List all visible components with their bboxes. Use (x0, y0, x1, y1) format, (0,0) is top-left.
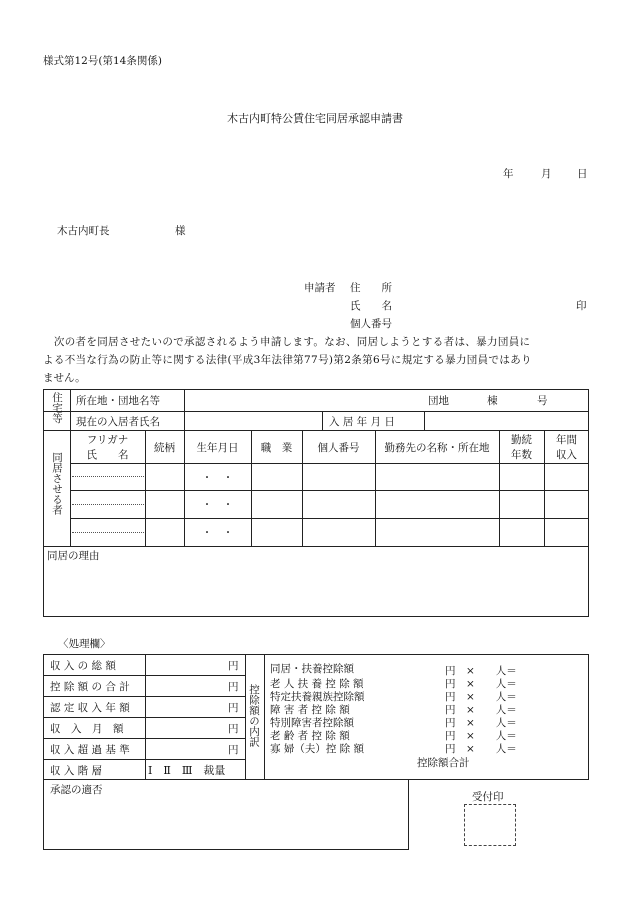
movein-field[interactable] (426, 413, 586, 429)
deduction-name-4: 障 害 者 控 除 額 (270, 704, 350, 716)
reason-label: 同居の理由 (47, 550, 100, 562)
page-title: 木古内町特公賃住宅同居承認申請書 (227, 112, 403, 125)
form-number: 様式第12号(第14条関係) (43, 55, 162, 67)
processing-label: 〈処理欄〉 (58, 638, 111, 650)
breakdown-label: 控除額の内訳 (248, 684, 260, 747)
deduction-calc-5: 円 × 人＝ (445, 717, 517, 729)
deduction-name-2: 老 人 扶 養 控 除 額 (270, 678, 364, 690)
addressee-honorific: 様 (175, 225, 186, 237)
income-header-2: 収入 (556, 449, 577, 461)
birth-dots-row-2: ・ ・ (201, 499, 234, 511)
deduction-name-6: 老 齢 者 控 除 額 (270, 730, 350, 742)
date-day: 日 (577, 168, 588, 180)
deduction-sum-unit: 円 (228, 681, 239, 693)
date-month: 月 (541, 168, 552, 180)
addressee-name: 木古内町長 (57, 225, 110, 237)
relation-header: 続柄 (154, 442, 175, 454)
total-income-label: 収 入 の 総 額 (50, 660, 116, 672)
deduction-calc-4: 円 × 人＝ (445, 704, 517, 716)
deduction-calc-2: 円 × 人＝ (445, 678, 517, 690)
birth-header: 生年月日 (196, 442, 239, 454)
deduction-total-label: 控除額合計 (417, 757, 470, 769)
location-label: 所在地・団地名等 (76, 395, 160, 407)
cohabitant-side-label: 同居させる者 (51, 452, 63, 515)
body-line-3: ません。 (43, 372, 86, 384)
income-stage-label: 収 入 階 層 (50, 765, 103, 777)
reason-box[interactable] (43, 546, 589, 617)
deduction-name-1: 同居・扶養控除額 (270, 663, 354, 675)
housing-side-label: 住宅等 (51, 392, 63, 424)
approval-label: 承認の適否 (50, 784, 103, 796)
to-label: 棟 (487, 395, 498, 407)
name-header: 氏 名 (86, 449, 129, 461)
resident-field[interactable] (186, 413, 320, 429)
job-header: 職 業 (260, 442, 293, 454)
receipt-label: 受付印 (472, 791, 504, 803)
certified-income-unit: 円 (228, 702, 239, 714)
applicant-mynumber-label: 個人番号 (350, 318, 392, 330)
cohabitant-row-2[interactable] (72, 492, 587, 516)
deduction-calc-1: 円 × 人＝ (445, 665, 517, 677)
resident-label: 現在の入居者氏名 (76, 416, 160, 428)
mynumber-header: 個人番号 (317, 442, 360, 454)
monthly-income-unit: 円 (228, 723, 239, 735)
birth-dots-row-3: ・ ・ (201, 527, 234, 539)
income-stage-options: Ⅰ Ⅱ Ⅲ 裁量 (148, 764, 226, 777)
go-label: 号 (537, 395, 548, 407)
deduction-name-3: 特定扶養親族控除額 (270, 691, 365, 703)
excess-standard-unit: 円 (228, 744, 239, 756)
location-field[interactable] (186, 391, 416, 409)
seal-mark: 印 (576, 300, 587, 312)
years-header-2: 年数 (511, 449, 532, 461)
total-income-unit: 円 (228, 660, 239, 672)
monthly-income-label: 収 入 月 額 (50, 723, 124, 735)
deduction-sum-label: 控 除 額 の 合 計 (50, 681, 130, 693)
deduction-calc-6: 円 × 人＝ (445, 730, 517, 742)
deduction-calc-3: 円 × 人＝ (445, 691, 517, 703)
deduction-name-7: 寡 婦（夫）控 除 額 (270, 743, 365, 755)
birth-dots-row-1: ・ ・ (201, 472, 234, 484)
body-line-1: 次の者を同居させたいので承認されるよう申請します。なお、同居しようとする者は、暴力団員に (43, 336, 531, 348)
movein-label: 入 居 年 月 日 (329, 416, 395, 428)
cohabitant-row-3[interactable] (72, 520, 587, 545)
cohabitant-row-1[interactable] (72, 465, 587, 489)
furigana-header: フリガナ (86, 434, 129, 446)
applicant-name-label: 氏 名 (350, 300, 392, 312)
deduction-calc-7: 円 × 人＝ (445, 743, 517, 755)
date-year: 年 (503, 168, 514, 180)
applicant-label: 申請者 (304, 282, 336, 294)
applicant-address-label: 住 所 (350, 282, 392, 294)
workplace-header: 勤務先の名称・所在地 (384, 442, 490, 454)
income-header-1: 年間 (556, 434, 577, 446)
certified-income-label: 認 定 収 入 年 額 (50, 702, 130, 714)
deduction-name-5: 特別障害者控除額 (270, 717, 354, 729)
excess-standard-label: 収 入 超 過 基 準 (50, 744, 130, 756)
body-line-2: よる不当な行為の防止等に関する法律(平成3年法律第77号)第2条第6号に規定する暴力団員ではあり (43, 354, 532, 366)
receipt-stamp-box (464, 804, 516, 846)
years-header-1: 勤続 (511, 434, 532, 446)
danchi-label: 団地 (428, 395, 449, 407)
